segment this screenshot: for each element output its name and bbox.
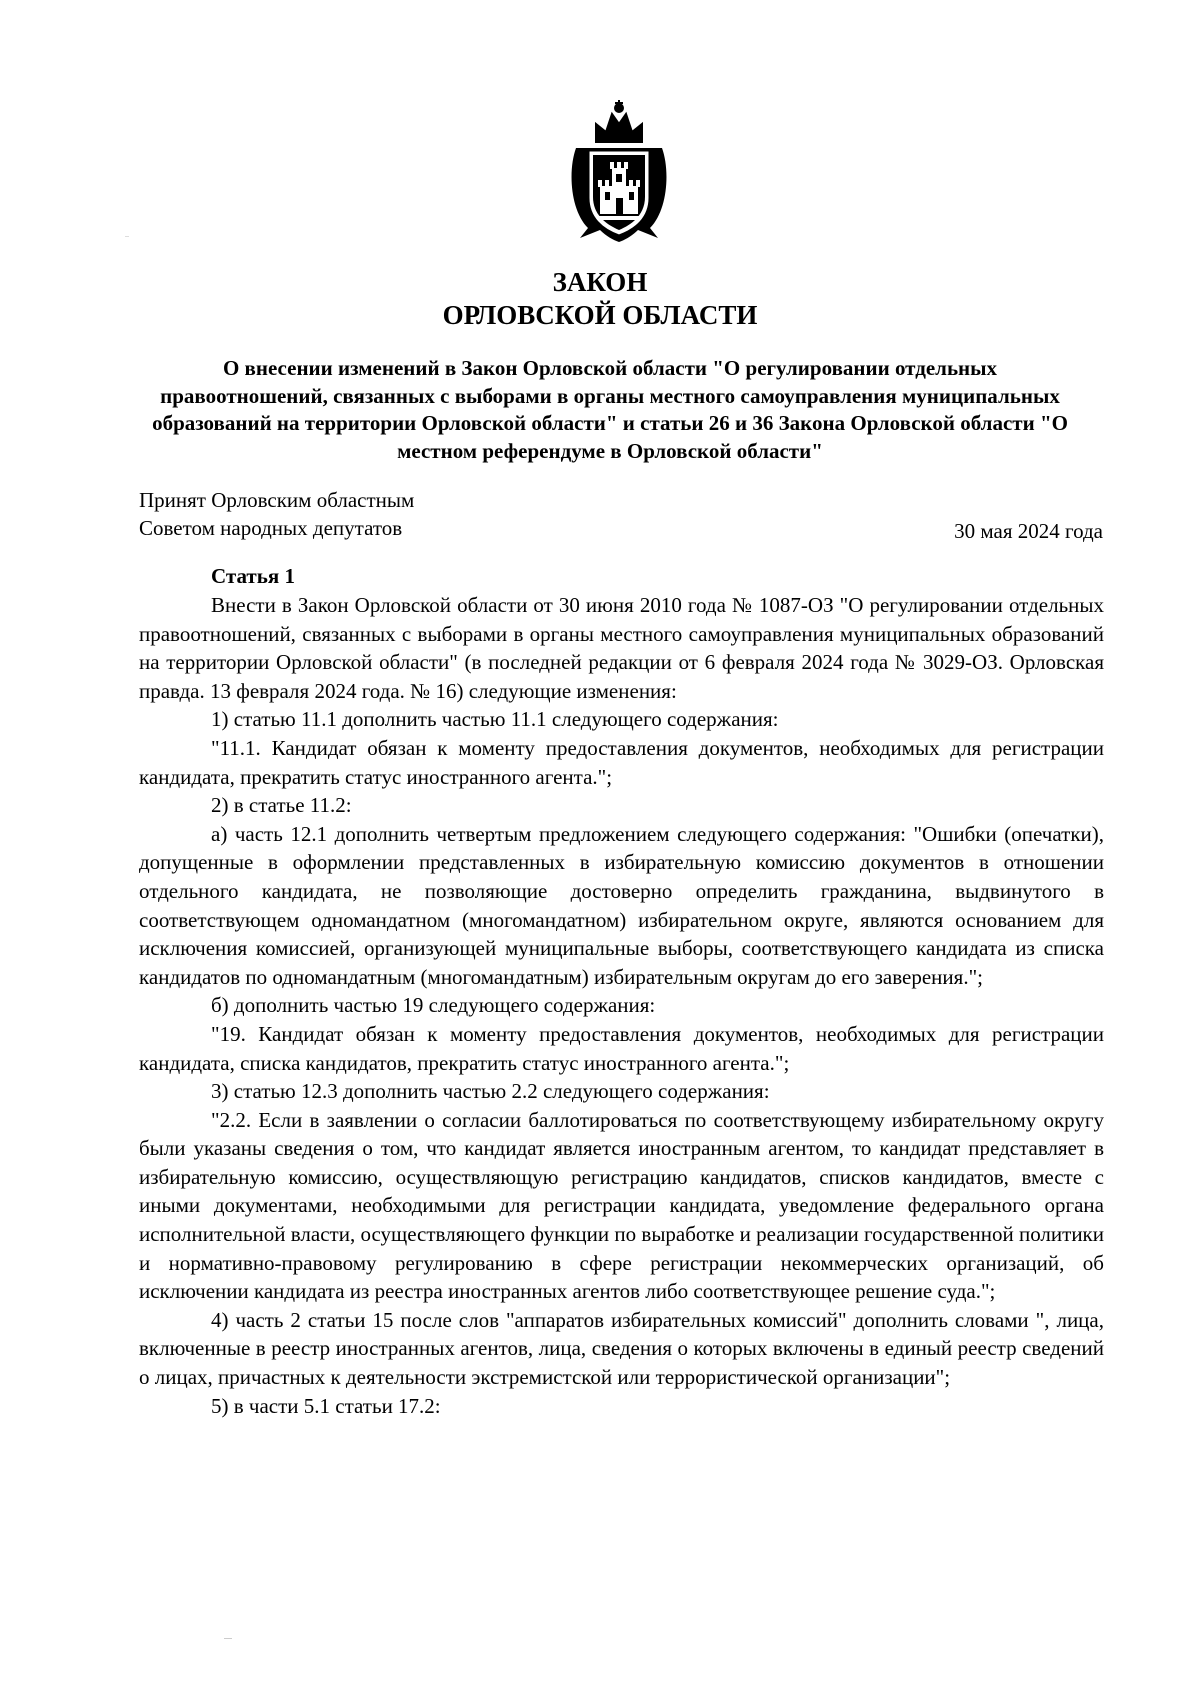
law-subtitle: О внесении изменений в Закон Орловской области "О регулировании отдельных правоотношений, связанных с выборами в органы местного самоуправления муниципальных образований на территории Орловской области" и статьи 26 и 36 Закона Орловской области "О местном референдуме в Орловской области": [152, 356, 1068, 463]
scan-artifact: [125, 236, 129, 237]
adopted-council-line: Советом народных депутатов: [139, 516, 403, 540]
article-paragraph: "2.2. Если в заявлении о согласии баллотироваться по соответствующему избирательному округу были указаны сведения о том, что кандидат является иностранным агентом, то кандидат представляет в избирательную комиссию, осуществляющую регистрацию кандидатов, списков кандидатов, вместе с иными документами, необходимыми для регистрации кандидата, уведомление федерального органа исполнительной власти, осуществляющего функции по выработке и реализации государственной политики и нормативно-правовому регулированию в сфере регистрации некоммерческих организаций, об исключении кандидата из реестра иностранных агентов либо соответствующее решение суда.";: [139, 1107, 1104, 1304]
article-paragraph: а) часть 12.1 дополнить четвертым предложением следующего содержания: "Ошибки (опечатки), допущенные в оформлении представленных в избирательную комиссию документов в отношении отдельного кандидата, не позволяющие достоверно определить гражданина, выдвинутого в соответствующем одномандатном (многомандатном) избирательном округе, являются основанием для исключения комиссией, организующей муниципальные выборы, соответствующего кандидата из списка кандидатов по одномандатным (многомандатным) избирательным округам до его заверения.";: [139, 821, 1104, 989]
article-paragraph: 4) часть 2 статьи 15 после слов "аппаратов избирательных комиссий" дополнить словами ", лица, включенные в реестр иностранных агентов, лица, сведения о которых включены в единый реестр сведений о лицах, причастных к деятельности экстремистской или террористической организации";: [139, 1307, 1104, 1390]
scan-artifact: [224, 1638, 232, 1639]
document-title: ЗАКОН: [552, 267, 648, 297]
article-paragraph: 5) в части 5.1 статьи 17.2:: [211, 1393, 441, 1418]
article-paragraph: б) дополнить частью 19 следующего содержания:: [211, 993, 656, 1018]
adoption-info: [139, 486, 414, 542]
article-paragraph: Внести в Закон Орловской области от 30 июня 2010 года № 1087-ОЗ "О регулировании отдельных правоотношений, связанных с выборами в органы местного самоуправления муниципальных образований на территории Орловской области" (в последней редакции от 6 февраля 2024 года № 3029-ОЗ. Орловская правда. 13 февраля 2024 года. № 16) следующие изменения:: [139, 593, 1104, 703]
article-paragraph: "11.1. Кандидат обязан к моменту предоставления документов, необходимых для регистрации кандидата, прекратить статус иностранного агента.";: [139, 735, 1104, 789]
article-paragraph: "19. Кандидат обязан к моменту предоставления документов, необходимых для регистрации кандидата, списка кандидатов, прекратить статус иностранного агента.";: [139, 1021, 1104, 1075]
adopted-by-line: Принят Орловским областным: [139, 488, 415, 512]
adoption-date: 30 мая 2024 года: [954, 519, 1103, 543]
document-title-region: ОРЛОВСКОЙ ОБЛАСТИ: [442, 300, 758, 330]
article-paragraph: 2) в статье 11.2:: [211, 793, 352, 818]
coat-of-arms-emblem: [566, 100, 672, 246]
article-heading: Статья 1: [211, 564, 295, 588]
article-paragraph: 1) статью 11.1 дополнить частью 11.1 следующего содержания:: [211, 707, 779, 732]
article-body: [139, 591, 1104, 1420]
article-paragraph: 3) статью 12.3 дополнить частью 2.2 следующего содержания:: [211, 1079, 770, 1104]
